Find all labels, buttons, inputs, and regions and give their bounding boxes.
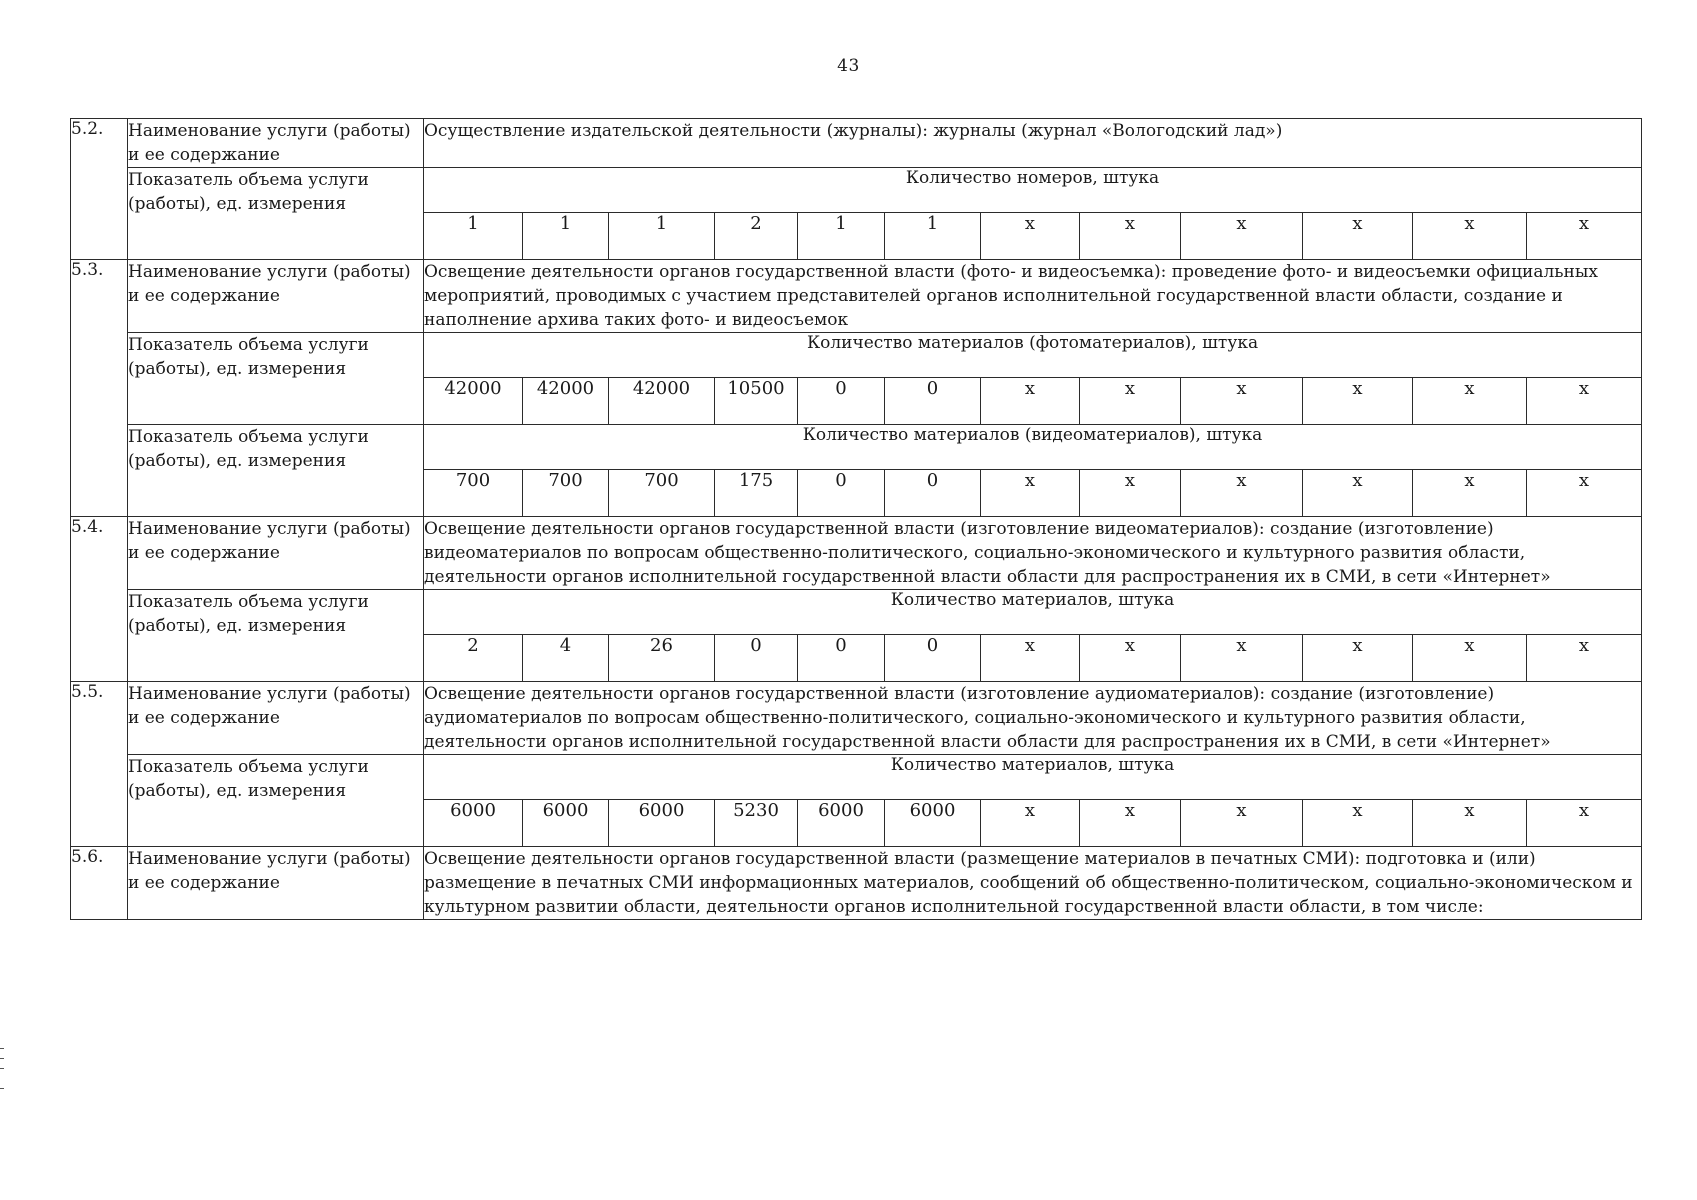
indicator-value: х <box>1181 635 1303 682</box>
section-number: 5.2. <box>71 119 128 260</box>
indicator-value: 10500 <box>715 378 798 425</box>
indicator-value: 0 <box>885 378 981 425</box>
indicator-value: х <box>1527 378 1642 425</box>
service-name-row <box>71 682 1642 755</box>
indicator-label: Показатель объема услуги (работы), ед. измерения <box>128 425 424 517</box>
indicator-value: х <box>1181 800 1303 847</box>
indicator-unit: Количество материалов, штука <box>424 590 1642 635</box>
margin-mark <box>0 1048 4 1049</box>
indicator-value: 4 <box>523 635 609 682</box>
indicator-unit-row <box>71 168 1642 213</box>
indicator-value: 0 <box>715 635 798 682</box>
service-name-text: Освещение деятельности органов государственной власти (размещение материалов в печатных СМИ): подготовка и (или) размещение в печатных СМИ информационных материалов, сообщений об общественно-политическом, социально-экономическом и культурном развитии области, деятельности органов исполнительной государственной власти области, в том числе: <box>424 847 1642 920</box>
indicator-value: х <box>1303 800 1413 847</box>
indicator-value: 6000 <box>798 800 885 847</box>
indicator-value: х <box>1527 470 1642 517</box>
indicator-unit-row <box>71 333 1642 378</box>
indicator-value: 0 <box>798 378 885 425</box>
indicator-value: х <box>981 213 1080 260</box>
indicator-value: х <box>1181 378 1303 425</box>
indicator-label: Показатель объема услуги (работы), ед. измерения <box>128 590 424 682</box>
indicator-value: 0 <box>885 470 981 517</box>
indicator-value: х <box>1303 635 1413 682</box>
section-number: 5.6. <box>71 847 128 920</box>
indicator-value: х <box>981 470 1080 517</box>
indicator-value: х <box>1080 470 1181 517</box>
service-name-label: Наименование услуги (работы) и ее содержание <box>128 517 424 590</box>
service-name-row <box>71 119 1642 168</box>
indicator-value: х <box>1303 213 1413 260</box>
indicator-value: х <box>1080 378 1181 425</box>
service-name-text: Освещение деятельности органов государственной власти (изготовление видеоматериалов): создание (изготовление) видеоматериалов по вопросам общественно-политического, социально-экономического и культурного развития области, деятельности органов исполнительной государственной власти области для распространения их в СМИ, в сети «Интернет» <box>424 517 1642 590</box>
indicator-unit: Количество материалов (фотоматериалов), штука <box>424 333 1642 378</box>
indicator-value: х <box>1303 378 1413 425</box>
indicator-unit: Количество номеров, штука <box>424 168 1642 213</box>
indicator-value: х <box>1527 213 1642 260</box>
indicator-value: х <box>1413 213 1527 260</box>
indicator-value: х <box>1413 800 1527 847</box>
indicator-unit-row <box>71 425 1642 470</box>
indicator-value: х <box>1080 213 1181 260</box>
indicator-value: х <box>1080 635 1181 682</box>
indicator-value: 700 <box>523 470 609 517</box>
indicator-unit: Количество материалов, штука <box>424 755 1642 800</box>
indicator-value: 6000 <box>424 800 523 847</box>
indicator-value: 42000 <box>523 378 609 425</box>
indicator-unit: Количество материалов (видеоматериалов), штука <box>424 425 1642 470</box>
service-name-label: Наименование услуги (работы) и ее содержание <box>128 847 424 920</box>
service-name-row <box>71 260 1642 333</box>
indicator-value: х <box>981 635 1080 682</box>
indicator-value: 0 <box>885 635 981 682</box>
indicator-value: 0 <box>798 635 885 682</box>
margin-mark <box>0 1088 4 1089</box>
service-name-label: Наименование услуги (работы) и ее содержание <box>128 682 424 755</box>
service-name-label: Наименование услуги (работы) и ее содержание <box>128 260 424 333</box>
indicator-value: 700 <box>424 470 523 517</box>
indicator-value: 42000 <box>424 378 523 425</box>
indicator-value: х <box>1413 378 1527 425</box>
indicator-value: х <box>1303 470 1413 517</box>
margin-mark <box>0 1058 4 1059</box>
services-table <box>70 118 1642 920</box>
section-number: 5.3. <box>71 260 128 517</box>
indicator-value: 2 <box>715 213 798 260</box>
indicator-value: 26 <box>609 635 715 682</box>
indicator-label: Показатель объема услуги (работы), ед. измерения <box>128 168 424 260</box>
service-name-row <box>71 847 1642 920</box>
indicator-value: 1 <box>424 213 523 260</box>
indicator-value: х <box>1527 635 1642 682</box>
indicator-value: х <box>1181 213 1303 260</box>
indicator-value: 5230 <box>715 800 798 847</box>
indicator-value: 2 <box>424 635 523 682</box>
indicator-unit-row <box>71 755 1642 800</box>
indicator-value: 6000 <box>885 800 981 847</box>
indicator-value: х <box>1527 800 1642 847</box>
indicator-value: 0 <box>798 470 885 517</box>
service-name-text: Осуществление издательской деятельности (журналы): журналы (журнал «Вологодский лад») <box>424 119 1642 168</box>
indicator-value: х <box>1413 635 1527 682</box>
service-name-text: Освещение деятельности органов государственной власти (изготовление аудиоматериалов): создание (изготовление) аудиоматериалов по вопросам общественно-политического, социально-экономического и культурного развития области, деятельности органов исполнительной государственной власти области для распространения их в СМИ, в сети «Интернет» <box>424 682 1642 755</box>
page-number: 43 <box>837 56 860 76</box>
indicator-unit-row <box>71 590 1642 635</box>
indicator-label: Показатель объема услуги (работы), ед. измерения <box>128 333 424 425</box>
indicator-value: 700 <box>609 470 715 517</box>
indicator-label: Показатель объема услуги (работы), ед. измерения <box>128 755 424 847</box>
indicator-value: 1 <box>798 213 885 260</box>
indicator-value: 42000 <box>609 378 715 425</box>
indicator-value: х <box>1413 470 1527 517</box>
indicator-value: 1 <box>885 213 981 260</box>
indicator-value: х <box>981 378 1080 425</box>
margin-mark <box>0 1068 4 1069</box>
indicator-value: 175 <box>715 470 798 517</box>
service-name-label: Наименование услуги (работы) и ее содержание <box>128 119 424 168</box>
indicator-value: х <box>1181 470 1303 517</box>
indicator-value: 1 <box>523 213 609 260</box>
indicator-value: х <box>981 800 1080 847</box>
indicator-value: 6000 <box>523 800 609 847</box>
indicator-value: 6000 <box>609 800 715 847</box>
service-name-row <box>71 517 1642 590</box>
service-name-text: Освещение деятельности органов государственной власти (фото- и видеосъемка): проведение фото- и видеосъемки официальных мероприятий, проводимых с участием представителей органов исполнительной государственной власти области, создание и наполнение архива таких фото- и видеосъемок <box>424 260 1642 333</box>
indicator-value: х <box>1080 800 1181 847</box>
section-number: 5.5. <box>71 682 128 847</box>
section-number: 5.4. <box>71 517 128 682</box>
indicator-value: 1 <box>609 213 715 260</box>
